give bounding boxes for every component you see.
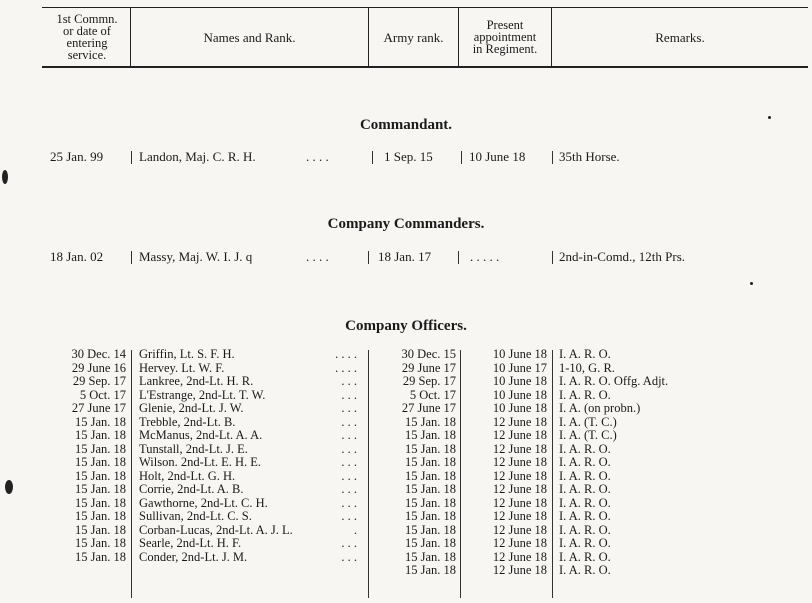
officers-remarks-column	[559, 348, 668, 578]
commandant-present: 10 June 18	[469, 149, 526, 164]
header-names: Names and Rank.	[203, 29, 296, 45]
officer-present: 12 June 18	[492, 563, 547, 577]
officer-name: Sullivan, 2nd-Lt. C. S.	[139, 509, 252, 523]
officer-remarks: I. A. R. O.	[559, 522, 611, 537]
officer-name: Searle, 2nd-Lt. H. F.	[139, 536, 242, 550]
officer-date: 15 Jan. 18	[74, 428, 126, 442]
officer-army-rank: 15 Jan. 18	[404, 455, 456, 469]
officer-remarks: I. A. (T. C.)	[559, 428, 617, 442]
officer-army-rank: 15 Jan. 18	[404, 509, 456, 523]
column-divider	[131, 350, 132, 598]
scan-speck	[750, 282, 753, 285]
header-commission-line: or date of	[63, 24, 111, 38]
officer-present: 12 June 18	[492, 482, 547, 496]
leader-dots: . . .	[341, 482, 357, 496]
officer-name: Hervey. Lt. W. F.	[139, 360, 225, 375]
header-present-line: Present	[486, 18, 524, 32]
officer-present: 12 June 18	[492, 468, 547, 483]
column-divider	[372, 151, 373, 164]
leader-dots: .	[353, 522, 357, 537]
officer-present: 12 June 18	[492, 414, 547, 429]
officer-date: 15 Jan. 18	[74, 441, 126, 456]
officer-date: 5 Oct. 17	[79, 387, 126, 402]
scan-speck	[5, 480, 13, 494]
officer-date: 15 Jan. 18	[74, 536, 126, 550]
officer-date: 15 Jan. 18	[74, 509, 126, 523]
officer-remarks: I. A. R. O.	[559, 455, 611, 469]
commander-present: . . . . .	[470, 249, 500, 264]
scan-speck	[768, 116, 771, 119]
header-army-rank: Army rank.	[383, 29, 444, 45]
header-commission-line: 1st Commn.	[56, 12, 118, 26]
officer-remarks: I. A. R. O.	[559, 495, 611, 510]
column-divider	[131, 251, 132, 264]
officer-date: 29 Sep. 17	[72, 374, 126, 388]
scan-speck	[2, 170, 8, 184]
leader-dots: . . . .	[335, 360, 357, 375]
officer-army-rank: 5 Oct. 17	[409, 387, 456, 402]
officer-present: 12 June 18	[492, 495, 547, 510]
leader-dots: . . .	[341, 387, 357, 402]
column-divider	[552, 350, 553, 598]
officer-remarks: I. A. R. O.	[559, 347, 611, 361]
officer-remarks: I. A. R. O.	[559, 563, 611, 577]
officer-date: 15 Jan. 18	[74, 455, 126, 469]
officer-army-rank: 15 Jan. 18	[404, 536, 456, 550]
commandant-name: Landon, Maj. C. R. H.	[139, 149, 256, 164]
officer-present: 10 June 18	[492, 387, 547, 402]
column-divider	[552, 251, 553, 264]
officers-present-column	[463, 348, 547, 578]
officer-name: Corban-Lucas, 2nd-Lt. A. J. L.	[139, 522, 293, 537]
officer-date: 15 Jan. 18	[74, 482, 126, 496]
officer-date: 15 Jan. 18	[74, 414, 126, 429]
officer-remarks: I. A. R. O.	[559, 509, 611, 523]
officer-army-rank: 29 June 17	[401, 360, 456, 375]
leader-dots: . . . .	[306, 149, 329, 164]
officer-date: 15 Jan. 18	[74, 468, 126, 483]
officer-army-rank: 15 Jan. 18	[404, 441, 456, 456]
section-title-company-commanders: Company Commanders.	[327, 216, 485, 232]
header-present-line: appointment	[473, 30, 537, 44]
header-bottom-rule	[42, 66, 808, 68]
officer-army-rank: 15 Jan. 18	[404, 428, 456, 442]
officer-present: 12 June 18	[492, 441, 547, 456]
officer-date: 15 Jan. 18	[74, 522, 126, 537]
officer-name: Gawthorne, 2nd-Lt. C. H.	[139, 495, 268, 510]
commandant-remarks: 35th Horse.	[559, 149, 620, 164]
officer-date: 27 June 17	[71, 401, 126, 415]
officer-remarks: I. A. R. O.	[559, 482, 611, 496]
header-commission-line: service.	[67, 48, 107, 62]
officer-army-rank: 15 Jan. 18	[404, 468, 456, 483]
officer-present: 12 June 18	[492, 509, 547, 523]
officer-remarks: I. A. (T. C.)	[559, 414, 617, 429]
header-commission	[44, 8, 130, 66]
leader-dots: . . . .	[335, 347, 357, 361]
header-present	[459, 8, 551, 66]
column-divider	[131, 151, 132, 164]
officers-dates-column	[44, 348, 126, 564]
officer-name: Glenie, 2nd-Lt. J. W.	[139, 401, 244, 415]
officer-present: 10 June 17	[492, 360, 547, 375]
leader-dots: . . . .	[306, 249, 329, 264]
leader-dots: . . .	[341, 468, 357, 483]
officer-army-rank: 15 Jan. 18	[404, 522, 456, 537]
officer-present: 12 June 18	[492, 455, 547, 469]
officer-present: 12 June 18	[492, 428, 547, 442]
officer-name: Trebble, 2nd-Lt. B.	[139, 414, 236, 429]
section-title-commandant: Commandant.	[359, 117, 453, 133]
officer-remarks: I. A. (on probn.)	[559, 401, 641, 415]
column-divider	[461, 151, 462, 164]
officers-names-column	[139, 348, 293, 564]
commandant-army-rank: 1 Sep. 15	[384, 149, 433, 164]
leader-dots: . . .	[341, 455, 357, 469]
column-divider	[458, 251, 459, 264]
leader-dots: . . .	[341, 549, 357, 564]
officer-present: 10 June 18	[492, 401, 547, 415]
officer-remarks: I. A. R. O.	[559, 441, 611, 456]
commandant-date: 25 Jan. 99	[50, 149, 104, 164]
section-title-company-officers: Company Officers.	[345, 318, 467, 334]
leader-dots: . . .	[341, 495, 357, 510]
officer-name: Wilson. 2nd-Lt. E. H. E.	[139, 455, 262, 469]
leader-dots: . . .	[341, 441, 357, 456]
leader-dots: . . .	[341, 374, 357, 388]
officer-name: Lankree, 2nd-Lt. H. R.	[139, 374, 254, 388]
officer-army-rank: 15 Jan. 18	[404, 563, 456, 577]
officer-remarks: 1-10, G. R.	[559, 360, 615, 375]
officer-name: McManus, 2nd-Lt. A. A.	[139, 428, 263, 442]
officer-date: 15 Jan. 18	[74, 495, 126, 510]
leader-dots: . . .	[341, 428, 357, 442]
officer-remarks: I. A. R. O.	[559, 536, 611, 550]
header-present-line: in Regiment.	[472, 42, 538, 56]
officer-remarks: I. A. R. O.	[559, 468, 611, 483]
officer-name: Holt, 2nd-Lt. G. H.	[139, 468, 236, 483]
officers-army-rank-column	[372, 348, 456, 578]
header-remarks: Remarks.	[655, 29, 705, 45]
officer-remarks: I. A. R. O.	[559, 549, 611, 564]
commander-army-rank: 18 Jan. 17	[378, 249, 432, 264]
officer-army-rank: 15 Jan. 18	[404, 414, 456, 429]
commander-name: Massy, Maj. W. I. J. q	[139, 249, 253, 264]
officer-present: 12 June 18	[492, 549, 547, 564]
officer-present: 10 June 18	[492, 374, 547, 388]
officer-remarks: I. A. R. O.	[559, 387, 611, 402]
officer-army-rank: 15 Jan. 18	[404, 495, 456, 510]
leader-dots: . . .	[341, 509, 357, 523]
column-divider	[552, 151, 553, 164]
column-divider	[368, 251, 369, 264]
officer-army-rank: 30 Dec. 15	[401, 347, 456, 361]
commander-remarks: 2nd-in-Comd., 12th Prs.	[559, 249, 686, 264]
officer-date: 29 June 16	[71, 360, 126, 375]
officer-army-rank: 15 Jan. 18	[404, 549, 456, 564]
leader-dots: . . .	[341, 401, 357, 415]
officer-name: Corrie, 2nd-Lt. A. B.	[139, 482, 244, 496]
officer-date: 30 Dec. 14	[71, 347, 126, 361]
commander-date: 18 Jan. 02	[50, 249, 104, 264]
column-divider	[460, 350, 461, 598]
officer-army-rank: 15 Jan. 18	[404, 482, 456, 496]
officer-present: 10 June 18	[492, 347, 547, 361]
leader-dots: . . .	[341, 414, 357, 429]
officer-name: Griffin, Lt. S. F. H.	[139, 347, 235, 361]
officer-remarks: I. A. R. O. Offg. Adjt.	[559, 374, 669, 388]
header-commission-line: entering	[66, 36, 108, 50]
column-divider	[368, 350, 369, 598]
officer-army-rank: 27 June 17	[401, 401, 456, 415]
officer-present: 12 June 18	[492, 536, 547, 550]
officer-army-rank: 29 Sep. 17	[402, 374, 456, 388]
officers-leaders-column	[295, 348, 357, 564]
officer-name: Tunstall, 2nd-Lt. J. E.	[139, 441, 248, 456]
officer-present: 12 June 18	[492, 522, 547, 537]
officer-date: 15 Jan. 18	[74, 549, 126, 564]
officer-name: L'Estrange, 2nd-Lt. T. W.	[139, 387, 266, 402]
officer-name: Conder, 2nd-Lt. J. M.	[139, 549, 248, 564]
leader-dots: . . .	[341, 536, 357, 550]
